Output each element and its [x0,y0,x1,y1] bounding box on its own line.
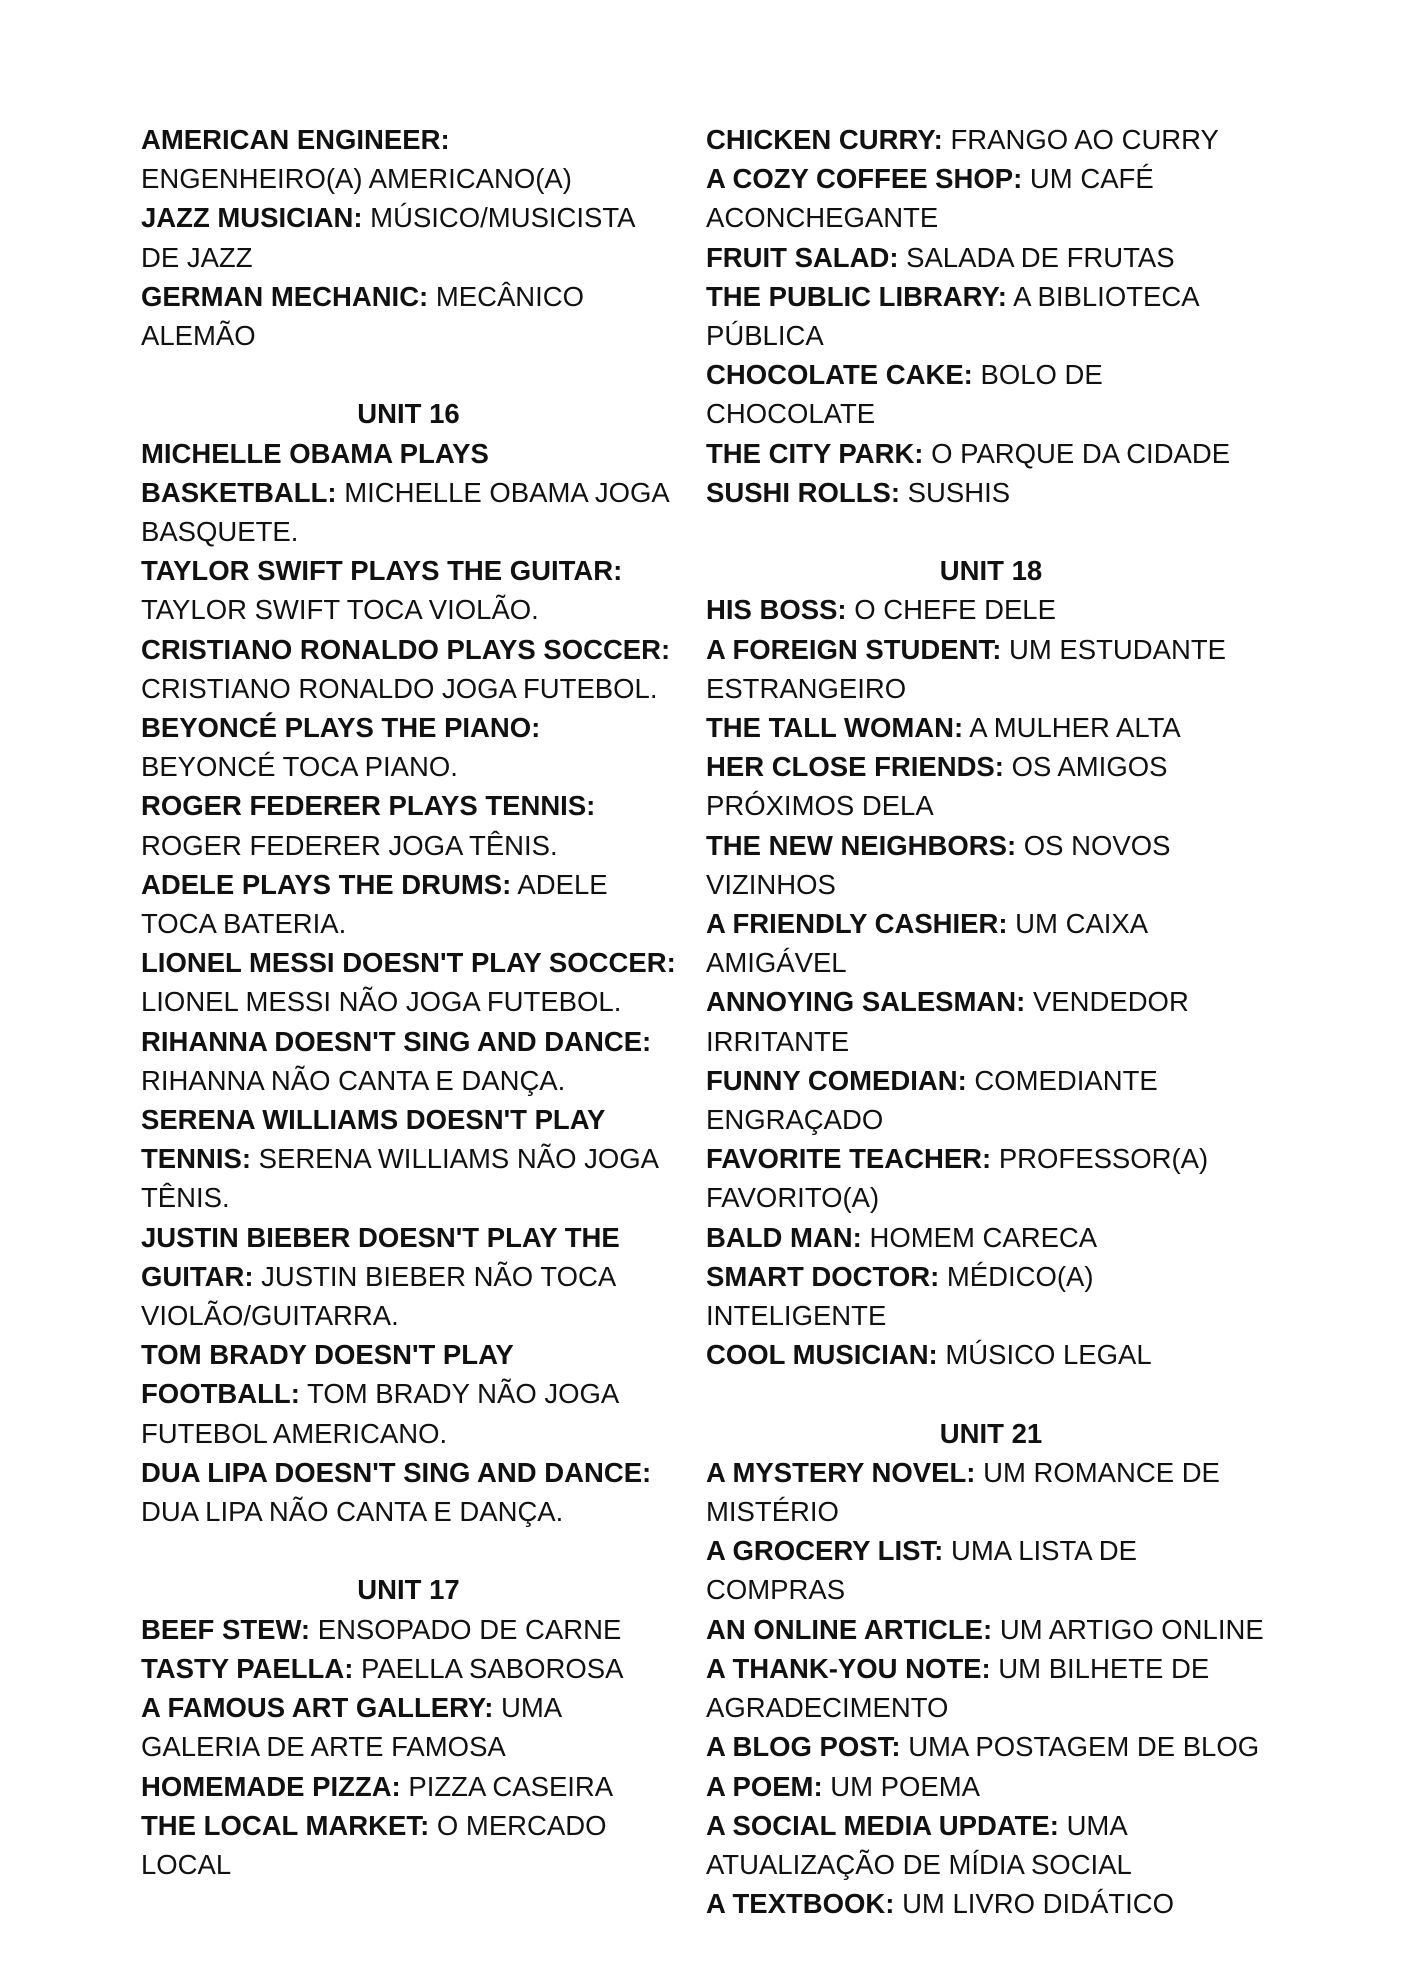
vocab-entry [141,943,676,1021]
vocab-term: MICHELLE OBAMA PLAYS BASKETBALL: [141,437,489,508]
vocab-term: A FOREIGN STUDENT: [706,633,1002,665]
vocab-entry [141,1022,676,1100]
vocab-term: TOM BRADY DOESN'T PLAY FOOTBALL: [141,1339,514,1410]
vocab-term: THE PUBLIC LIBRARY: [706,280,1007,312]
vocab-translation: UM ESTUDANTE ESTRANGEIRO [706,633,1226,704]
unit-16-list [141,434,676,1532]
vocab-term: JAZZ MUSICIAN: [141,202,363,234]
vocab-term: THE NEW NEIGHBORS: [706,829,1017,861]
vocab-entry [706,1335,1276,1374]
unit-17-heading: UNIT 17 [357,1574,460,1606]
vocab-translation: RIHANNA NÃO CANTA E DANÇA. [141,1064,566,1096]
unit-18-section [706,551,1276,1374]
vocab-term: A TEXTBOOK: [706,1888,895,1920]
vocab-translation: O MERCADO LOCAL [141,1809,607,1880]
vocab-translation: UM CAIXA AMIGÁVEL [706,908,1147,979]
vocab-entry [706,630,1276,708]
vocab-entry [141,120,676,198]
vocab-entry [141,434,676,552]
unit-16-section [141,394,676,1531]
vocab-entry [706,434,1276,473]
vocab-translation: UMA POSTAGEM DE BLOG [908,1731,1260,1763]
vocab-entry [706,708,1276,747]
vocab-entry [706,1453,1276,1531]
vocab-entry [706,473,1276,512]
vocab-translation: MÉDICO(A) INTELIGENTE [706,1260,1094,1332]
vocab-translation: DUA LIPA NÃO CANTA E DANÇA. [141,1496,564,1528]
vocab-entry [141,1649,676,1688]
vocab-term: GERMAN MECHANIC: [141,280,429,312]
vocab-translation: O PARQUE DA CIDADE [931,437,1231,469]
vocab-term: CRISTIANO RONALDO PLAYS SOCCER: [141,633,671,665]
vocab-entry [706,982,1276,1060]
vocab-translation: ENSOPADO DE CARNE [317,1613,622,1645]
vocab-entry [706,1061,1276,1139]
vocab-term: THE CITY PARK: [706,437,924,469]
vocab-translation: TAYLOR SWIFT TOCA VIOLÃO. [141,594,539,626]
vocab-translation: BOLO DE CHOCOLATE [706,359,1103,430]
vocab-entry [141,786,676,864]
vocab-translation: JUSTIN BIEBER NÃO TOCA VIOLÃO/GUITARRA. [141,1260,615,1332]
vocab-translation: UM CAFÉ ACONCHEGANTE [706,163,1154,234]
vocab-term: A GROCERY LIST: [706,1535,944,1567]
vocab-translation: HOMEM CARECA [869,1221,1098,1253]
vocab-entry [706,1218,1276,1257]
vocab-entry [706,1649,1276,1727]
vocab-term: THE LOCAL MARKET: [141,1809,430,1841]
left-intro-list [141,120,676,355]
vocab-term: HIS BOSS: [706,594,847,626]
vocab-translation: BEYONCÉ TOCA PIANO. [141,751,458,783]
vocab-entry [141,630,676,708]
vocab-entry [141,1335,676,1453]
vocab-translation: MICHELLE OBAMA JOGA BASQUETE. [141,476,669,548]
vocab-term: LIONEL MESSI DOESN'T PLAY SOCCER: [141,947,676,979]
vocab-entry [141,1610,676,1649]
vocab-term: FAVORITE TEACHER: [706,1143,992,1175]
vocab-entry [706,120,1276,159]
unit-21-list [706,1453,1276,1923]
unit-21-section [706,1414,1276,1924]
vocab-term: RIHANNA DOESN'T SING AND DANCE: [141,1025,652,1057]
vocab-term: HOMEMADE PIZZA: [141,1770,401,1802]
vocab-term: BEYONCÉ PLAYS THE PIANO: [141,712,541,744]
vocab-term: TASTY PAELLA: [141,1652,354,1684]
vocab-translation: ADELE TOCA BATERIA. [141,868,608,940]
vocab-entry [706,238,1276,277]
vocab-entry [706,826,1276,904]
vocab-entry [141,865,676,943]
vocab-term: SERENA WILLIAMS DOESN'T PLAY TENNIS: [141,1104,605,1175]
vocab-translation: PROFESSOR(A) FAVORITO(A) [706,1143,1209,1214]
unit-18-heading: UNIT 18 [939,555,1043,587]
vocab-term: BEEF STEW: [141,1613,311,1645]
vocab-term: A POEM: [706,1770,823,1802]
vocab-translation: O CHEFE DELE [854,594,1056,626]
vocab-entry [706,159,1276,237]
vocab-translation: OS NOVOS VIZINHOS [706,829,1171,900]
vocab-translation: MECÂNICO ALEMÃO [141,280,585,352]
vocab-term: THE TALL WOMAN: [706,712,964,744]
vocab-translation: UM LIVRO DIDÁTICO [902,1888,1175,1920]
vocab-term: A FRIENDLY CASHIER: [706,908,1008,940]
vocab-entry [141,1100,676,1218]
vocab-term: A BLOG POST: [706,1731,901,1763]
vocab-translation: TOM BRADY NÃO JOGA FUTEBOL AMERICANO. [141,1378,618,1449]
vocab-translation: MÚSICO LEGAL [945,1339,1152,1371]
vocab-entry [706,747,1276,825]
vocab-term: A THANK-YOU NOTE: [706,1652,991,1684]
vocab-entry [706,1257,1276,1335]
vocab-entry [141,1767,676,1806]
vocab-entry [706,1139,1276,1217]
vocab-term: JUSTIN BIEBER DOESN'T PLAY THE GUITAR: [141,1221,620,1292]
vocab-entry [141,1218,676,1336]
vocab-translation: A BIBLIOTECA PÚBLICA [706,280,1199,352]
vocab-term: COOL MUSICIAN: [706,1339,938,1371]
vocab-entry [141,708,676,786]
vocab-translation: UM ARTIGO ONLINE [999,1613,1264,1645]
vocab-translation: CRISTIANO RONALDO JOGA FUTEBOL. [141,672,658,704]
vocab-term: CHICKEN CURRY: [706,124,943,155]
vocab-translation: UMA GALERIA DE ARTE FAMOSA [141,1692,561,1763]
vocab-term: SMART DOCTOR: [706,1260,940,1292]
vocab-translation: COMEDIANTE ENGRAÇADO [706,1064,1158,1136]
vocab-term: HER CLOSE FRIENDS: [706,751,1004,783]
vocab-term: AN ONLINE ARTICLE: [706,1613,993,1645]
vocab-entry [141,1688,676,1766]
vocab-entry [706,1727,1276,1766]
vocab-translation: UM POEMA [830,1770,980,1802]
vocab-entry [706,1531,1276,1609]
vocab-translation: SUSHIS [907,476,1011,508]
vocab-translation: PIZZA CASEIRA [408,1770,614,1802]
vocab-translation: UMA LISTA DE COMPRAS [706,1535,1137,1606]
vocab-term: ADELE PLAYS THE DRUMS: [141,868,512,900]
vocab-translation: A MULHER ALTA [969,712,1181,744]
vocab-entry [706,590,1276,629]
unit-21-heading: UNIT 21 [939,1417,1043,1449]
unit-16-heading: UNIT 16 [357,398,460,430]
vocab-term: ROGER FEDERER PLAYS TENNIS: [141,790,596,822]
vocab-entry [706,355,1276,433]
vocab-entry [141,551,676,629]
vocab-term: A COZY COFFEE SHOP: [706,163,1023,195]
vocab-entry [141,277,676,355]
vocab-term: AMERICAN ENGINEER: [141,124,450,155]
vocab-entry [706,904,1276,982]
vocab-entry [141,198,676,276]
vocab-entry [706,277,1276,355]
right-intro-list [706,120,1276,512]
unit-17-list [141,1610,676,1884]
vocab-term: SUSHI ROLLS: [706,476,901,508]
vocab-translation: UM ROMANCE DE MISTÉRIO [706,1456,1220,1528]
vocab-translation: LIONEL MESSI NÃO JOGA FUTEBOL. [141,986,622,1018]
vocab-term: TAYLOR SWIFT PLAYS THE GUITAR: [141,555,623,587]
vocab-translation: SERENA WILLIAMS NÃO JOGA TÊNIS. [141,1143,658,1214]
unit-18-list [706,590,1276,1374]
vocab-term: BALD MAN: [706,1221,862,1253]
vocab-entry [706,1610,1276,1649]
vocab-entry [706,1884,1276,1923]
vocab-entry [706,1806,1276,1884]
vocab-translation: MÚSICO/MUSICISTA DE JAZZ [141,202,634,273]
vocab-term: FUNNY COMEDIAN: [706,1064,967,1096]
vocab-entry [141,1453,676,1531]
vocab-term: A SOCIAL MEDIA UPDATE: [706,1809,1059,1841]
vocab-entry [141,1806,676,1884]
vocab-term: ANNOYING SALESMAN: [706,986,1026,1018]
vocab-translation: PAELLA SABOROSA [361,1652,624,1684]
unit-17-section [141,1570,676,1884]
vocab-translation: UM BILHETE DE AGRADECIMENTO [706,1652,1210,1724]
vocab-translation: FRANGO AO CURRY [950,124,1219,155]
left-column [141,120,676,1884]
vocab-term: DUA LIPA DOESN'T SING AND DANCE: [141,1456,652,1488]
vocab-translation: ROGER FEDERER JOGA TÊNIS. [141,829,558,861]
vocab-translation: ENGENHEIRO(A) AMERICANO(A) [141,163,572,195]
vocab-translation: VENDEDOR IRRITANTE [706,986,1189,1057]
vocab-term: A FAMOUS ART GALLERY: [141,1692,494,1724]
vocab-term: CHOCOLATE CAKE: [706,359,973,391]
vocab-translation: UMA ATUALIZAÇÃO DE MÍDIA SOCIAL [706,1809,1132,1880]
vocab-entry [706,1767,1276,1806]
vocab-translation: OS AMIGOS PRÓXIMOS DELA [706,751,1168,822]
right-column [706,120,1276,1923]
vocab-translation: SALADA DE FRUTAS [906,241,1175,273]
vocab-term: A MYSTERY NOVEL: [706,1456,976,1488]
vocab-term: FRUIT SALAD: [706,241,899,273]
